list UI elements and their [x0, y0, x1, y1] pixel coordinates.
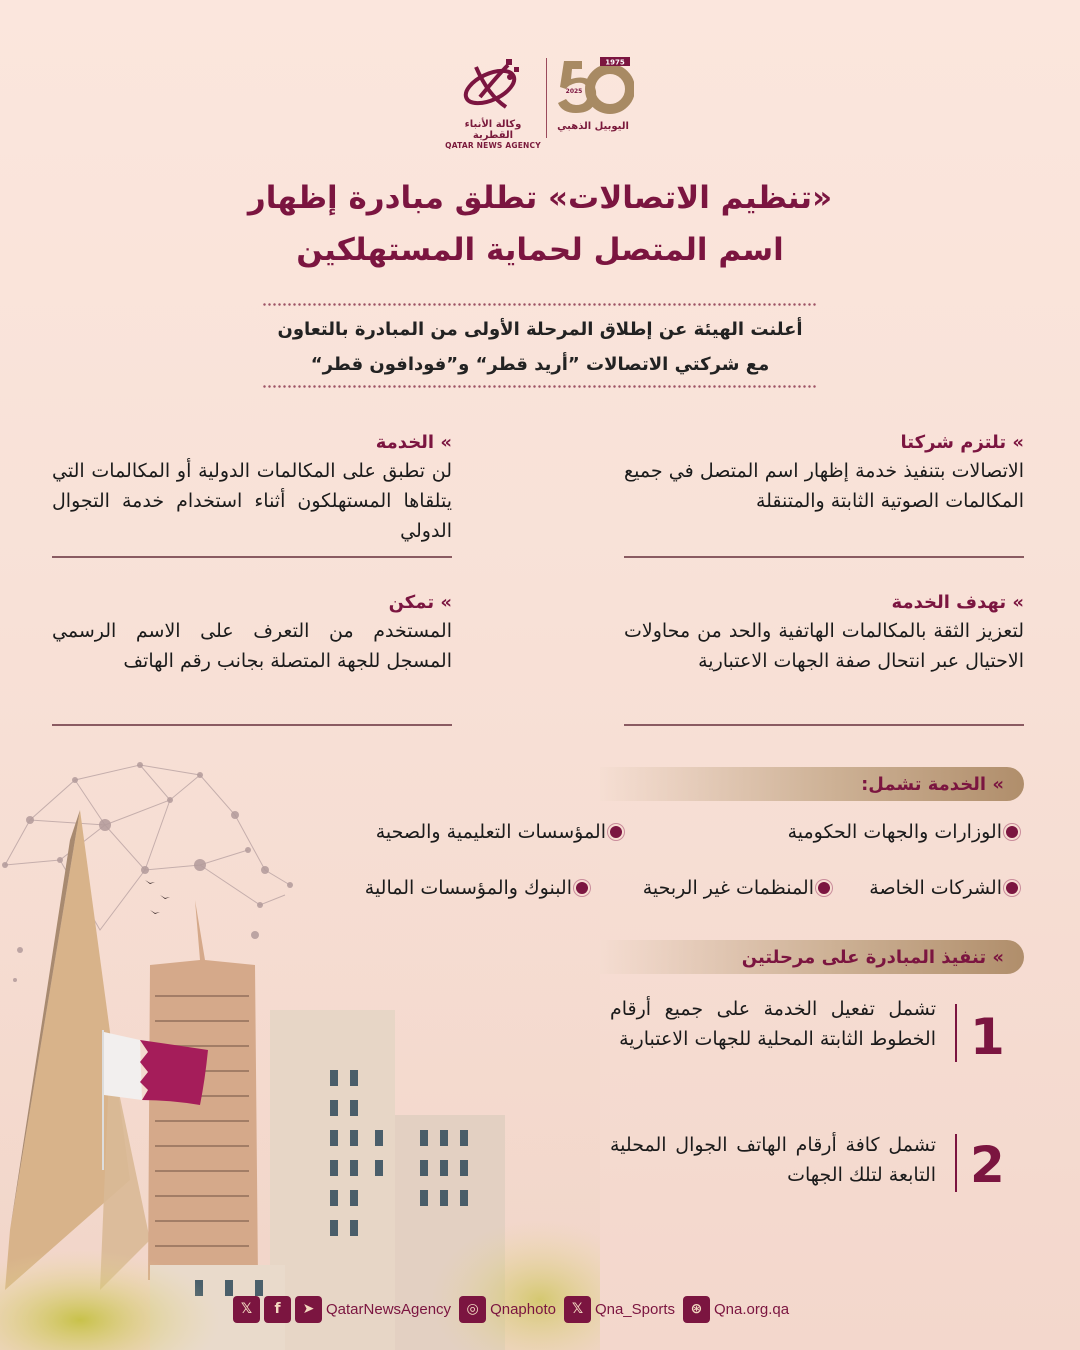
coverage-heading: » الخدمة تشمل:: [861, 773, 1004, 795]
coverage-item-nonprofits: المنظمات غير الربحية: [643, 877, 830, 899]
card-heading: » الخدمة: [375, 432, 452, 453]
qna-logo: [445, 55, 541, 150]
globe-icon[interactable]: ⊛: [683, 1296, 710, 1323]
phase-separator: [955, 1004, 957, 1062]
jubilee-label: اليوبيل الذهبي: [557, 121, 629, 132]
x-icon[interactable]: 𝕏: [564, 1296, 591, 1323]
telegram-icon[interactable]: ➤: [295, 1296, 322, 1323]
intro-text: [240, 312, 840, 382]
intro-line-2: مع شركتي الاتصالات ”أريد قطر“ و”فودافون قطر“: [310, 354, 770, 375]
card-companies-commit: [624, 430, 1024, 516]
bullet-dot-icon: [1006, 826, 1018, 838]
phase-number: 2: [970, 1136, 1005, 1194]
card-body: لن تطبق على المكالمات الدولية أو المكالمات التي يتلقاها المستهلكون أثناء استخدام خدمة التجوال الدولي: [52, 460, 452, 542]
phases-heading-pill: [600, 940, 1024, 974]
qna-english-name: QATAR NEWS AGENCY: [445, 141, 541, 150]
card-body: المستخدم من التعرف على الاسم الرسمي المسجل للجهة المتصلة بجانب رقم الهاتف: [52, 620, 452, 672]
phase-text: تشمل تفعيل الخدمة على جميع أرقام الخطوط الثابتة المحلية للجهات الاعتبارية: [610, 998, 936, 1050]
page-title: [140, 172, 940, 276]
facebook-icon[interactable]: f: [264, 1296, 291, 1323]
card-divider: [52, 724, 452, 726]
svg-text:2025: 2025: [565, 88, 583, 95]
social-handle-qna-sports[interactable]: Qna_Sports: [594, 1300, 675, 1318]
phase-number: 1: [970, 1008, 1005, 1066]
bullet-dot-icon: [576, 882, 588, 894]
social-handle-qnaphoto[interactable]: Qnaphoto: [490, 1300, 556, 1318]
dotted-divider-top: [262, 302, 818, 307]
phase-2: [610, 1130, 1030, 1200]
card-body: لتعزيز الثقة بالمكالمات الهاتفية والحد من محاولات الاحتيال عبر انتحال صفة الجهات الاعتبارية: [624, 620, 1024, 672]
coverage-item-ministries: الوزارات والجهات الحكومية: [788, 821, 1018, 843]
qna-emblem-icon: [458, 55, 528, 113]
fifty-years-emblem-icon: [552, 55, 634, 117]
card-heading: » تلتزم شركتا: [900, 432, 1024, 453]
social-footer: [233, 1294, 793, 1324]
coverage-heading-pill: [600, 767, 1024, 801]
card-heading: » تهدف الخدمة: [891, 592, 1024, 613]
social-handle-qatarnewsagency[interactable]: QatarNewsAgency: [326, 1300, 452, 1318]
logo-divider: [546, 58, 547, 138]
golden-jubilee-logo: [552, 55, 634, 140]
bullet-dot-icon: [610, 826, 622, 838]
coverage-item-education-health: المؤسسات التعليمية والصحية: [376, 821, 622, 843]
phases-heading: » تنفيذ المبادرة على مرحلتين: [741, 946, 1004, 968]
phase-separator: [955, 1134, 957, 1192]
phase-text: تشمل كافة أرقام الهاتف الجوال المحلية التابعة لتلك الجهات: [610, 1134, 936, 1186]
x-icon[interactable]: 𝕏: [233, 1296, 260, 1323]
phase-1: [610, 994, 1030, 1084]
title-line-1: «تنظيم الاتصالات» تطلق مبادرة إظهار: [247, 180, 833, 216]
card-divider: [624, 556, 1024, 558]
instagram-icon[interactable]: ◎: [459, 1296, 486, 1323]
bullet-dot-icon: [818, 882, 830, 894]
website-link[interactable]: Qna.org.qa: [714, 1300, 790, 1318]
card-heading: » تمكن: [388, 592, 452, 613]
card-divider: [624, 724, 1024, 726]
svg-text:1975: 1975: [605, 58, 625, 67]
card-body: الاتصالات بتنفيذ خدمة إظهار اسم المتصل في جميع المكالمات الصوتية الثابتة والمتنقلة: [624, 460, 1024, 512]
card-service-aims: [624, 590, 1024, 676]
card-service-exclusions: [52, 430, 452, 546]
title-line-2: اسم المتصل لحماية المستهلكين: [296, 232, 784, 268]
card-enables-user: [52, 590, 452, 676]
dotted-divider-bottom: [262, 384, 818, 389]
coverage-item-banks: البنوك والمؤسسات المالية: [365, 877, 588, 899]
doha-skyline-illustration: [0, 760, 600, 1350]
qna-arabic-name: وكالة الأنباء القطرية: [464, 119, 522, 141]
card-divider: [52, 556, 452, 558]
coverage-item-private-companies: الشركات الخاصة: [869, 877, 1018, 899]
intro-line-1: أعلنت الهيئة عن إطلاق المرحلة الأولى من المبادرة بالتعاون: [277, 319, 803, 340]
bullet-dot-icon: [1006, 882, 1018, 894]
